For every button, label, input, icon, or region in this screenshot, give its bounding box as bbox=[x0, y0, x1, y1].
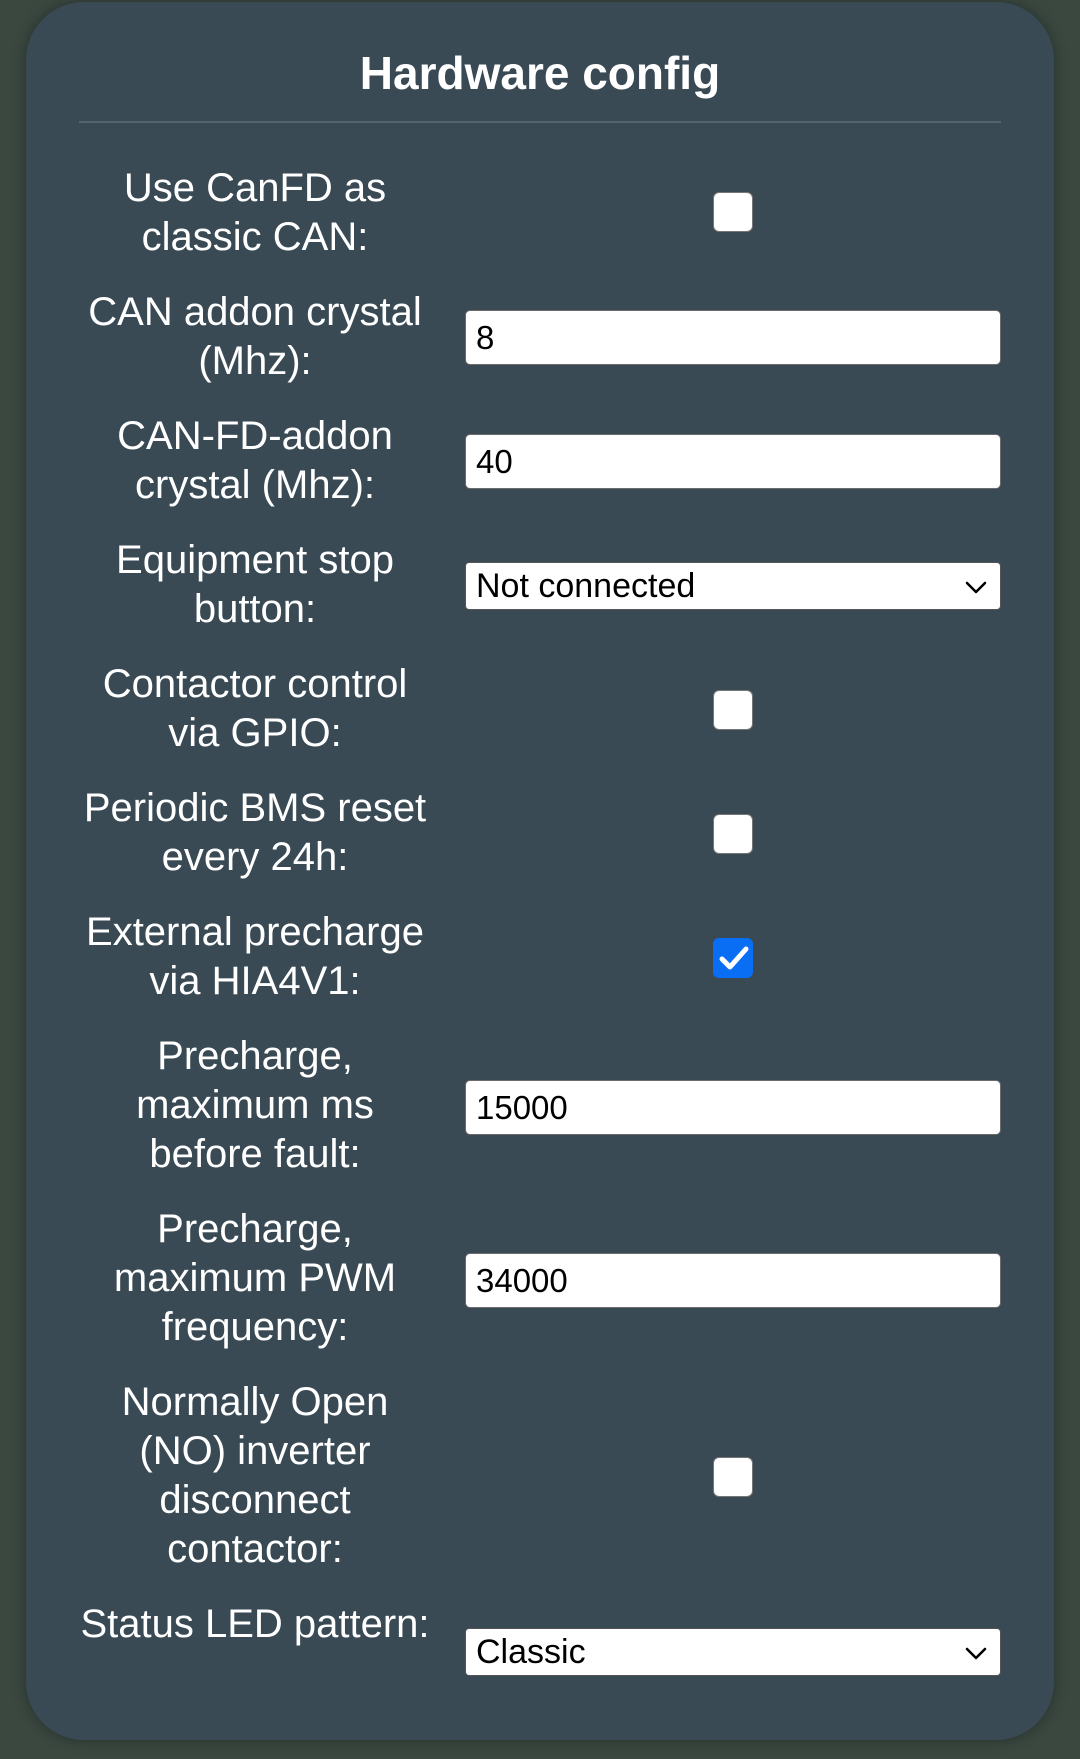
status-led-pattern-select[interactable] bbox=[465, 1628, 1001, 1676]
equipment-stop-selected-value: Not connected bbox=[476, 567, 696, 605]
periodic-bms-reset-label: Periodic BMS reset every 24h: bbox=[83, 786, 427, 879]
use-canfd-checkbox[interactable] bbox=[713, 192, 753, 232]
periodic-bms-reset-checkbox[interactable] bbox=[713, 814, 753, 854]
equipment-stop-label: Equipment stop button: bbox=[116, 538, 394, 631]
chevron-down-icon bbox=[964, 1641, 988, 1665]
title-divider bbox=[79, 121, 1001, 123]
contactor-gpio-checkbox[interactable] bbox=[713, 690, 753, 730]
checkmark-icon bbox=[719, 945, 749, 973]
status-led-pattern-selected-value: Classic bbox=[476, 1633, 586, 1671]
precharge-max-ms-label: Precharge, maximum ms before fault: bbox=[136, 1034, 374, 1176]
use-canfd-label: Use CanFD as classic CAN: bbox=[123, 166, 387, 259]
precharge-max-ms-input[interactable]: 15000 bbox=[465, 1080, 1001, 1135]
precharge-max-pwm-input[interactable]: 34000 bbox=[465, 1253, 1001, 1308]
equipment-stop-select[interactable] bbox=[465, 562, 1001, 610]
can-addon-crystal-label: CAN addon crystal (Mhz): bbox=[88, 290, 422, 383]
can-addon-crystal-input[interactable]: 8 bbox=[465, 310, 1001, 365]
no-inverter-contactor-label: Normally Open (NO) inverter disconnect contactor: bbox=[121, 1380, 389, 1571]
contactor-gpio-label: Contactor control via GPIO: bbox=[102, 662, 408, 755]
status-led-pattern-label: Status LED pattern: bbox=[80, 1602, 430, 1646]
canfd-addon-crystal-label: CAN-FD-addon crystal (Mhz): bbox=[117, 414, 393, 507]
precharge-max-pwm-label: Precharge, maximum PWM frequency: bbox=[113, 1207, 397, 1349]
hardware-config-panel bbox=[26, 2, 1054, 1740]
canfd-addon-crystal-input[interactable]: 40 bbox=[465, 434, 1001, 489]
chevron-down-icon bbox=[964, 575, 988, 599]
no-inverter-contactor-checkbox[interactable] bbox=[713, 1457, 753, 1497]
external-precharge-checkbox[interactable] bbox=[713, 938, 753, 978]
panel-title: Hardware config bbox=[359, 47, 721, 99]
external-precharge-label: External precharge via HIA4V1: bbox=[86, 910, 424, 1003]
